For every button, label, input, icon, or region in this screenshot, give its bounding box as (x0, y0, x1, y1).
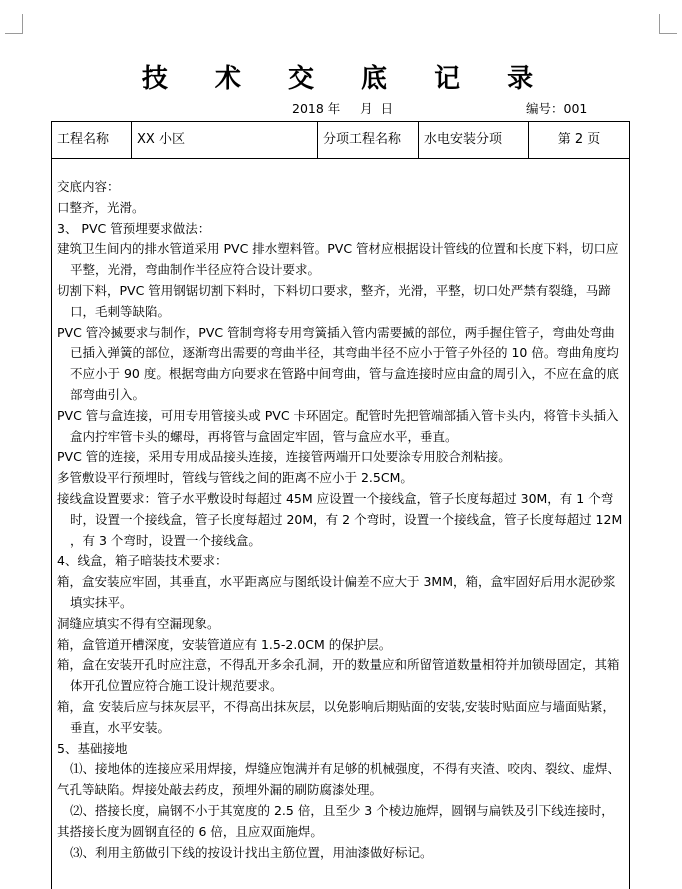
content-intro: 交底内容： (57, 179, 120, 194)
project-name-value: XX 小区 (132, 122, 318, 158)
content-paragraph: 3、 PVC 管预埋要求做法： (57, 220, 211, 236)
corner-mark-top-left (5, 33, 23, 34)
document-number: 编号：001 (526, 101, 588, 116)
content-paragraph: 建筑卫生间内的排水管道采用 PVC 排水塑料管。PVC 管材应根据设计管线的位置和长度下料，切口应平整，光滑，弯曲制作半径应符合设计要求。 (57, 241, 619, 278)
content-paragraph: ⑴、接地体的连接应采用焊接，焊缝应饱满并有足够的机械强度，不得有夹渣、咬肉、裂纹、虚焊、气孔等缺陷。焊接处敲去药皮，预埋外漏的刷防腐漆处理。 (57, 761, 621, 798)
corner-mark-top-right (659, 33, 677, 34)
content-paragraph: 5、基础接地 (57, 740, 128, 756)
project-name-label: 工程名称 (52, 122, 132, 158)
content-paragraph: ⑵、搭接长度，扁钢不小于其宽度的 2.5 倍，且至少 3 个棱边施焊，圆钢与扁铁及引下线连接时，其搭接长度为圆钢直径的 6 倍，且应双面施焊。 (57, 802, 614, 839)
content-paragraph: 箱，盒管道开槽深度，安装管道应有 1.5-2.0CM 的保护层。 (57, 636, 392, 652)
content-paragraph: 箱，盒安装应牢固，其垂直，水平距离应与图纸设计偏差不应大于 3MM，箱，盒牢固好后用水泥砂浆填实抹平。 (57, 574, 616, 610)
content-paragraph: ⑶、利用主筋做引下线的按设计找出主筋位置，用油漆做好标记。 (70, 844, 433, 860)
document-title: 技 术 交 底 记 录 (141, 64, 553, 94)
corner-mark-top-left-vertical (22, 14, 23, 34)
sub-project-value: 水电安装分项 (419, 122, 529, 158)
corner-mark-top-right-vertical (659, 14, 660, 34)
content-paragraph: 箱，盒在安装开孔时应注意，不得乱开多余孔洞，开的数量应和所留管道数量相符并加锁母固定，其箱体开孔位置应符合施工设计规范要求。 (57, 657, 620, 694)
disclosure-table (51, 121, 630, 889)
content-paragraph: 多管敷设平行预埋时，管线与管线之间的距离不应小于 2.5CM。 (57, 470, 413, 486)
content-paragraph: 箱，盒 安装后应与抹灰层平，不得高出抹灰层，以免影响后期贴面的安装,安装时贴面应与墙面贴紧，垂直，水平安装。 (57, 698, 615, 735)
disclosure-content (57, 177, 626, 863)
content-paragraph: PVC 管的连接，采用专用成品接头连接，连接管两端开口处要涂专用胶合剂粘接。 (57, 449, 511, 465)
content-paragraph: 切割下料，PVC 管用钢锯切割下料时，下料切口要求，整齐，光滑，平整，切口处严禁有裂缝，马蹄口，毛刺等缺陷。 (57, 282, 611, 319)
content-paragraph: 洞缝应填实不得有空漏现象。 (57, 615, 220, 631)
page-number: 第 2 页 (557, 132, 601, 147)
header-row (52, 122, 629, 159)
content-paragraph: 接线盒设置要求：管子水平敷设时每超过 45M 应设置一个接线盒，管子长度每超过 30M，有 1 个弯时，设置一个接线盒，管子长度每超过 20M，有 2 个弯时，设置一个接线盒，管子长度每超过 12M ，有 3 个弯时，设置一个接线盒。 (57, 490, 623, 548)
date-field: 2018 年 月 日 (292, 101, 394, 116)
content-lines (57, 198, 626, 864)
content-paragraph: PVC 管与盒连接，可用专用管接头或 PVC 卡环固定。配管时先把管端部插入管卡头内，将管卡头插入盒内拧牢管卡头的螺母，再将管与盒固定牢固，管与盒应水平，垂直。 (57, 407, 619, 444)
sub-project-label: 分项工程名称 (318, 122, 419, 158)
content-paragraph: PVC 管冷揻要求与制作，PVC 管制弯将专用弯簧插入管内需要揻的部位，两手握住管子，弯曲处弯曲已插入弹簧的部位，逐渐弯出需要的弯曲半径，其弯曲半径不应小于管子外径的 10 倍。弯曲角度均不应小于 90 度。根据弯曲方向要求在管路中间弯曲，管与盒连接时应由盒的周引入，不应在盒的底部弯曲引入。 (57, 324, 619, 402)
content-paragraph: 口整齐，光滑。 (57, 199, 145, 215)
content-paragraph: 4、线盒，箱子暗装技术要求： (57, 553, 228, 569)
